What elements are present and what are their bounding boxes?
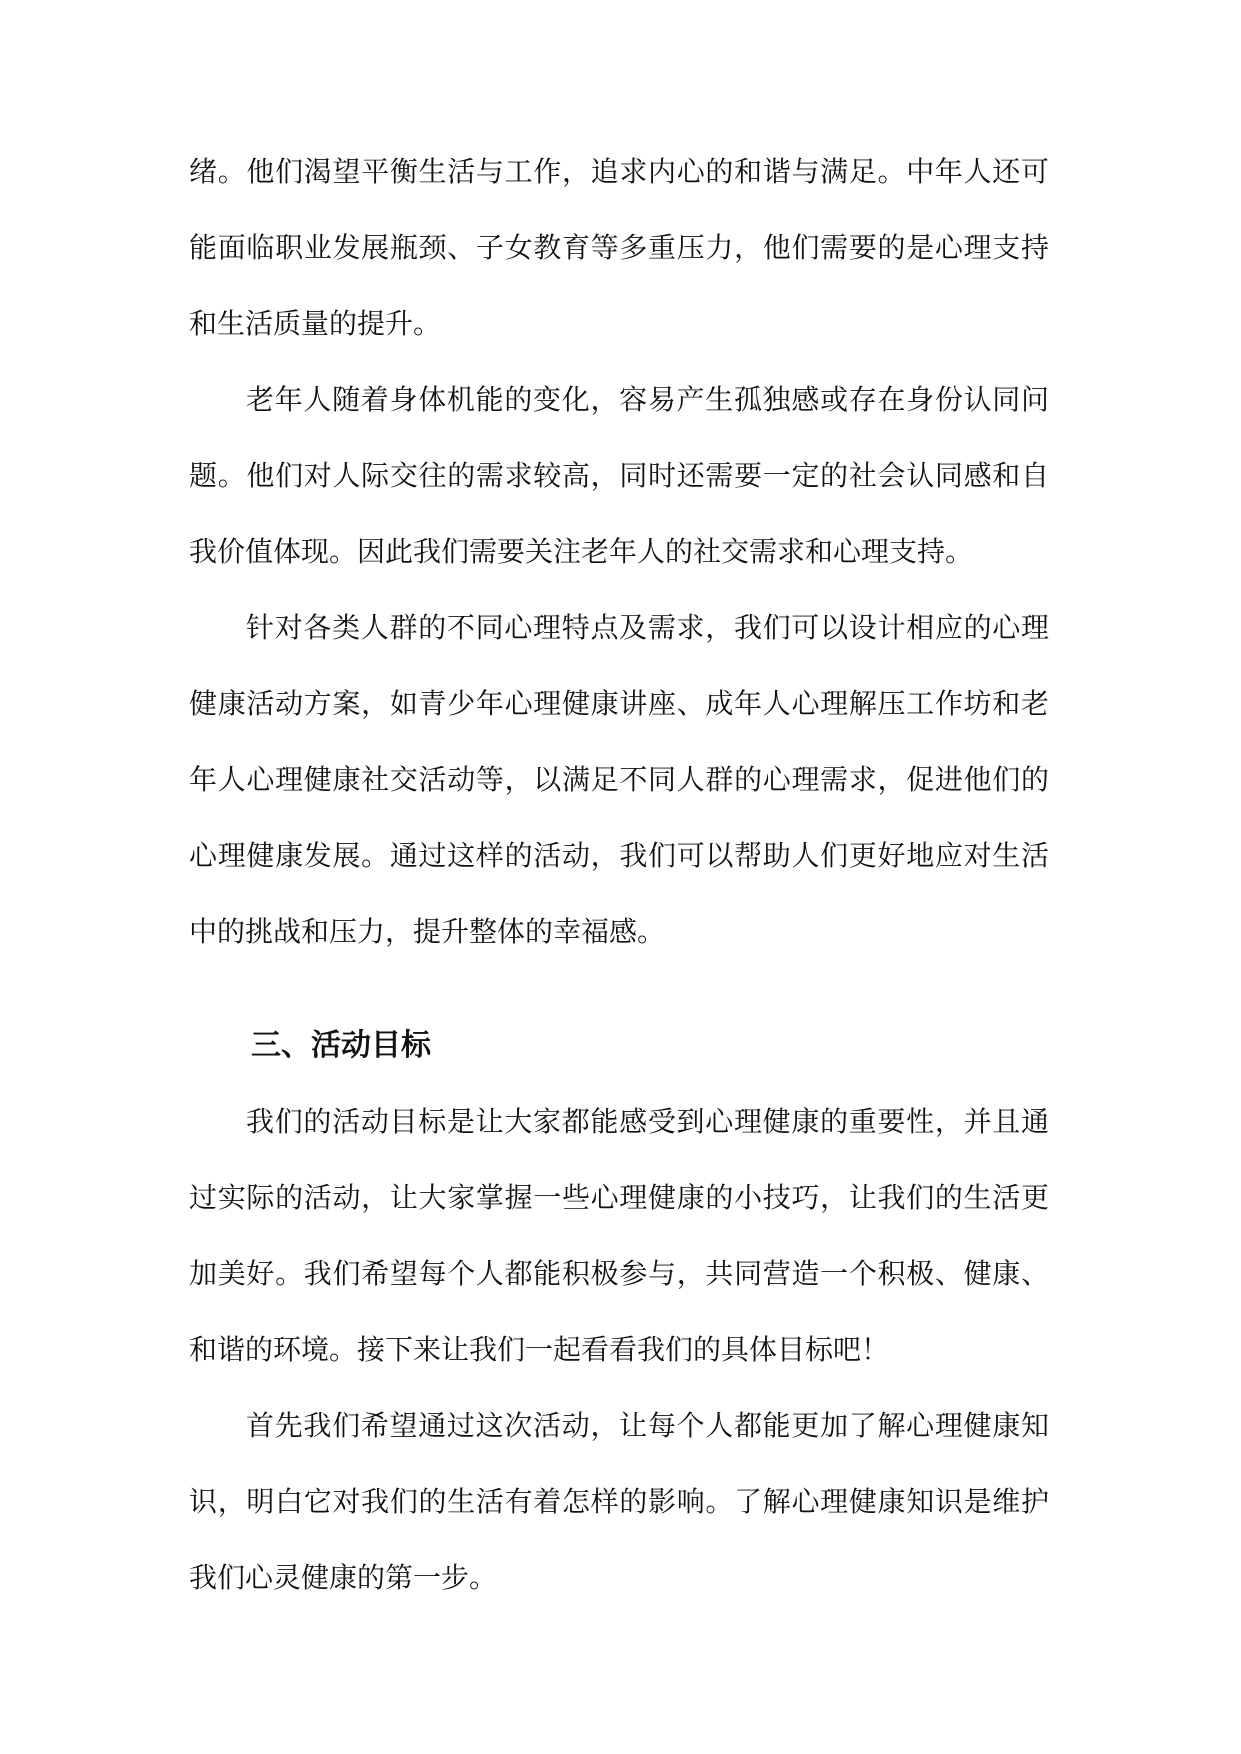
paragraph-activity-design [189,590,1049,970]
section-spacer [189,970,1049,1008]
text-line: 我价值体现。因此我们需要关注老年人的社交需求和心理支持。 [189,535,974,568]
paragraph-first-goal [189,1388,1049,1616]
text-line: 我们的活动目标是让大家都能感受到心理健康的重要性，并且通 [246,1105,1049,1138]
text-line: 中的挑战和压力，提升整体的幸福感。 [189,915,666,948]
text-line: 针对各类人群的不同心理特点及需求，我们可以设计相应的心理 [246,611,1049,644]
text-line: 年人心理健康社交活动等，以满足不同人群的心理需求，促进他们的 [189,763,1049,796]
document-body [189,134,1049,1616]
text-line: 识，明白它对我们的生活有着怎样的影响。了解心理健康知识是维护 [189,1485,1049,1518]
paragraph-elderly [189,362,1049,590]
section-heading: 三、活动目标 [251,1028,431,1063]
text-line: 老年人随着身体机能的变化，容易产生孤独感或存在身份认同问 [246,383,1049,416]
text-line: 题。他们对人际交往的需求较高，同时还需要一定的社会认同感和自 [189,459,1049,492]
text-line: 我们心灵健康的第一步。 [189,1561,498,1594]
text-line: 健康活动方案，如青少年心理健康讲座、成年人心理解压工作坊和老 [189,687,1049,720]
text-line: 过实际的活动，让大家掌握一些心理健康的小技巧，让我们的生活更 [189,1181,1049,1214]
text-line: 绪。他们渴望平衡生活与工作，追求内心的和谐与满足。中年人还可 [189,155,1049,188]
text-line: 首先我们希望通过这次活动，让每个人都能更加了解心理健康知 [246,1409,1049,1442]
text-line: 和谐的环境。接下来让我们一起看看我们的具体目标吧！ [189,1333,890,1366]
paragraph-middle-age [189,134,1049,362]
text-line: 和生活质量的提升。 [189,307,442,340]
text-line: 能面临职业发展瓶颈、子女教育等多重压力，他们需要的是心理支持 [189,231,1049,264]
text-line: 加美好。我们希望每个人都能积极参与，共同营造一个积极、健康、 [189,1257,1049,1290]
paragraph-goals-intro [189,1084,1049,1388]
text-line: 心理健康发展。通过这样的活动，我们可以帮助人们更好地应对生活 [189,839,1049,872]
